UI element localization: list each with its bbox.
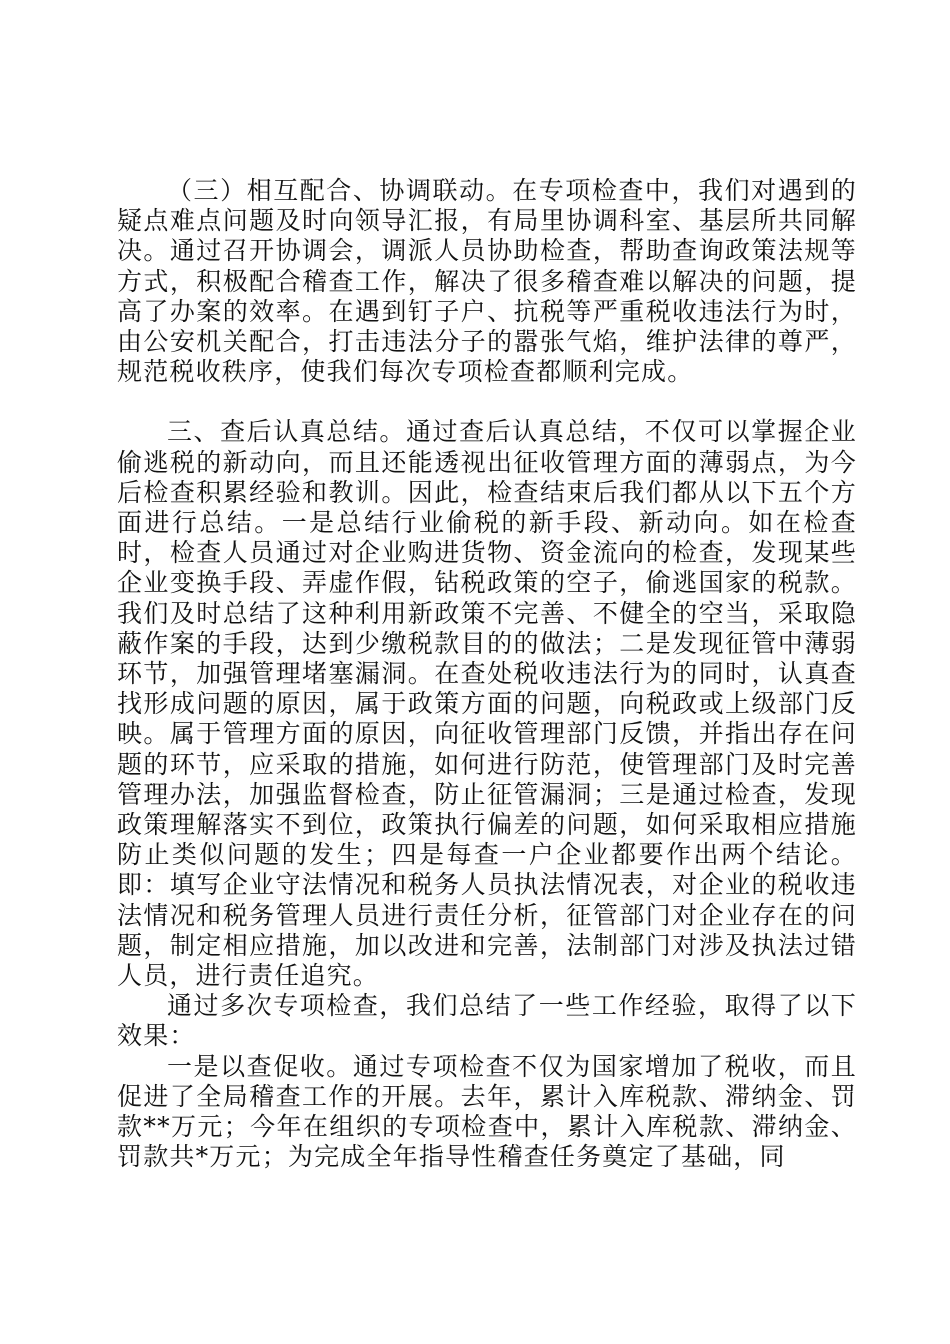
document-body [117, 176, 857, 1173]
paragraph-spacer [117, 387, 857, 417]
paragraph-promote-collection: 一是以查促收。通过专项检查不仅为国家增加了税收，而且促进了全局稽查工作的开展。去年，累计入库税款、滞纳金、罚款**万元；今年在组织的专项检查中，累计入库税款、滞纳金、罚款共*万元；为完成全年指导性稽查任务奠定了基础，同 [117, 1051, 857, 1172]
paragraph-post-inspection-summary: 三、查后认真总结。通过查后认真总结，不仅可以掌握企业偷逃税的新动向，而且还能透视出征收管理方面的薄弱点，为今后检查积累经验和教训。因此，检查结束后我们都从以下五个方面进行总结。一是总结行业偷税的新手段、新动向。如在检查时，检查人员通过对企业购进货物、资金流向的检查，发现某些企业变换手段、弄虚作假，钻税政策的空子，偷逃国家的税款。我们及时总结了这种利用新政策不完善、不健全的空当，采取隐蔽作案的手段，达到少缴税款目的的做法；二是发现征管中薄弱环节，加强管理堵塞漏洞。在查处税收违法行为的同时，认真查找形成问题的原因，属于政策方面的问题，向税政或上级部门反映。属于管理方面的原因，向征收管理部门反馈，并指出存在问题的环节，应采取的措施，如何进行防范，使管理部门及时完善管理办法，加强监督检查，防止征管漏洞；三是通过检查，发现政策理解落实不到位，政策执行偏差的问题，如何采取相应措施防止类似问题的发生；四是每查一户企业都要作出两个结论。即：填写企业守法情况和税务人员执法情况表，对企业的税收违法情况和税务管理人员进行责任分析，征管部门对企业存在的问题，制定相应措施，加以改进和完善，法制部门对涉及执法过错人员，进行责任追究。 [117, 417, 857, 991]
paragraph-coordination: （三）相互配合、协调联动。在专项检查中，我们对遇到的疑点难点问题及时向领导汇报，有局里协调科室、基层所共同解决。通过召开协调会，调派人员协助检查，帮助查询政策法规等方式，积极配合稽查工作，解决了很多稽查难以解决的问题，提高了办案的效率。在遇到钉子户、抗税等严重税收违法行为时，由公安机关配合，打击违法分子的嚣张气焰，维护法律的尊严，规范税收秩序，使我们每次专项检查都顺利完成。 [117, 176, 857, 387]
paragraph-results-intro: 通过多次专项检查，我们总结了一些工作经验，取得了以下效果： [117, 991, 857, 1051]
